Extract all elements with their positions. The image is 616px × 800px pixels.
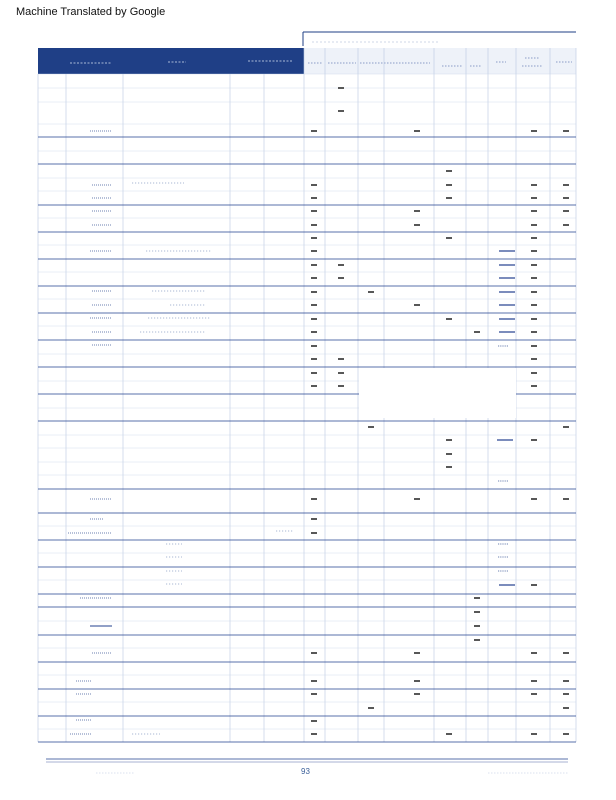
machine-translated-banner: Machine Translated by Google bbox=[16, 6, 166, 18]
table-subheader-area bbox=[304, 48, 576, 74]
description-glyphs bbox=[132, 183, 294, 734]
table-header-bar bbox=[38, 48, 304, 74]
merged-cell-blank bbox=[359, 368, 516, 418]
group-header-bracket bbox=[303, 32, 576, 46]
reference-glyphs bbox=[68, 131, 112, 734]
page-number: 93 bbox=[301, 767, 310, 776]
